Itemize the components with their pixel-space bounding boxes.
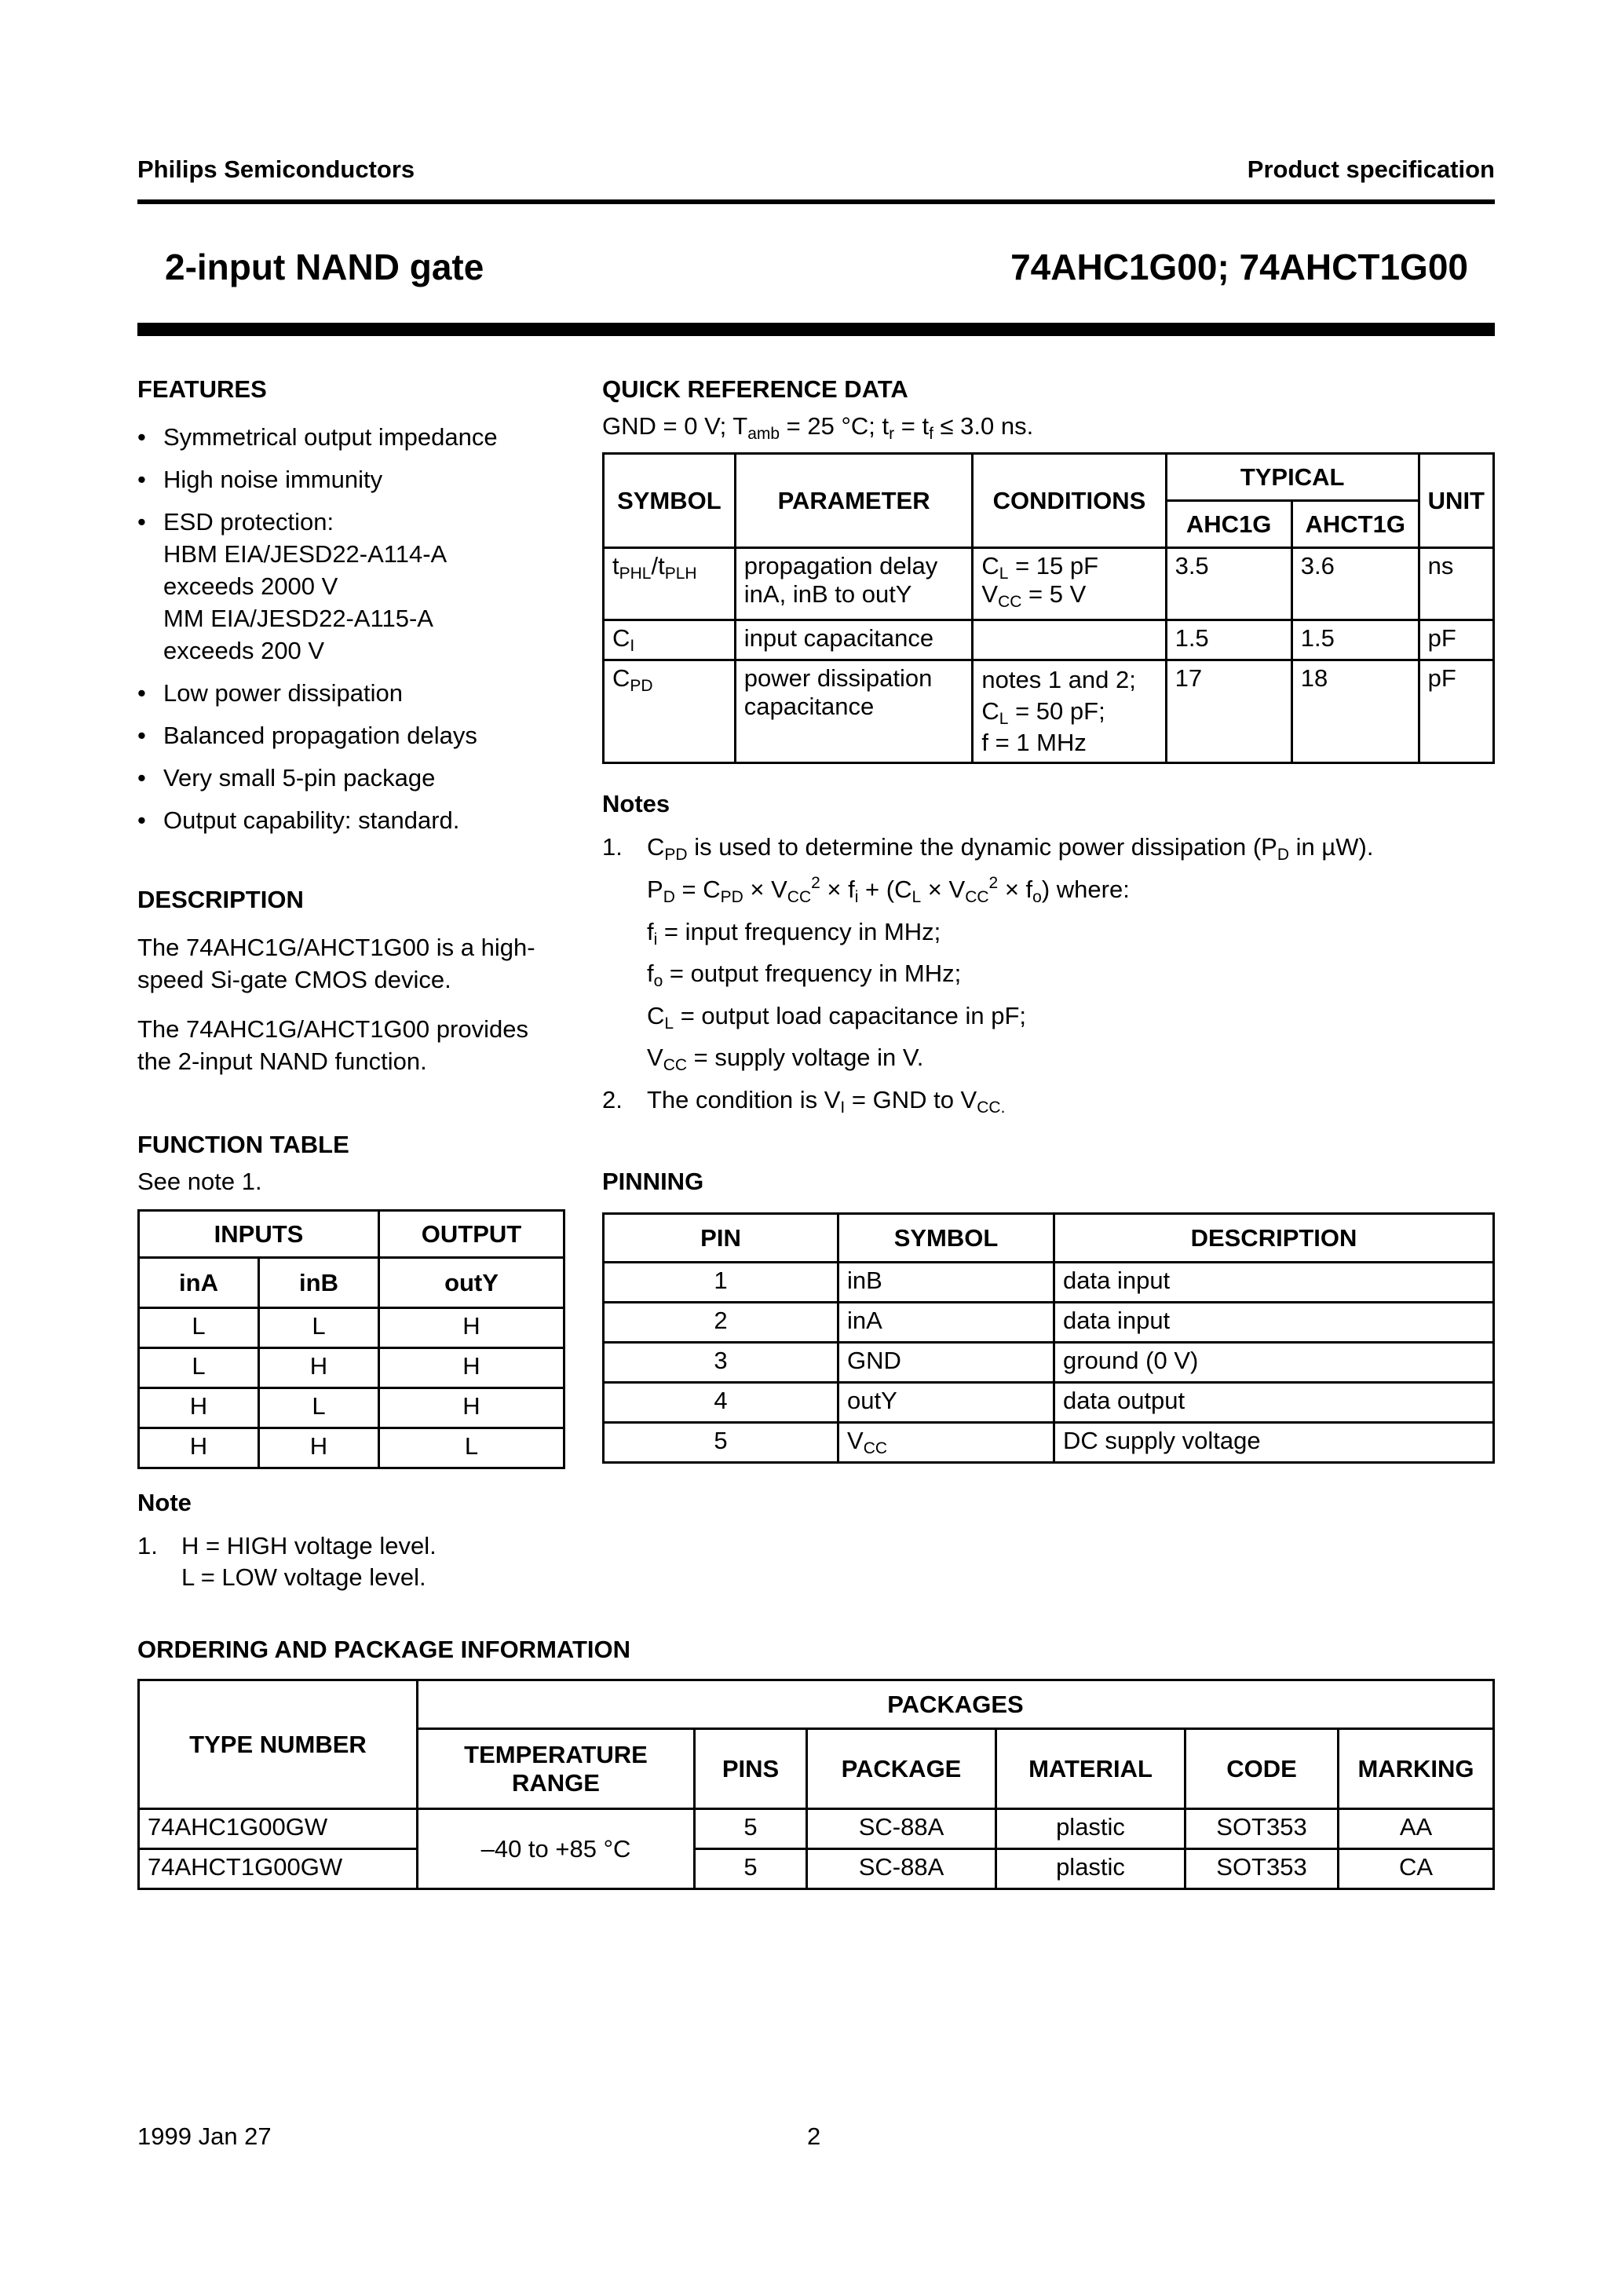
features-list [137,421,577,846]
page-title: 2-input NAND gate [165,247,484,287]
list-item: • Symmetrical output impedance [137,421,577,453]
table-row: H H L [139,1428,564,1468]
qr-note-vcc: $V_{CC}$ = supply voltage in V. [647,1044,924,1074]
qr-note-fo: $f_o$ = output frequency in MHz; [647,960,962,990]
table-row: 4 outY data output [604,1383,1494,1423]
company-name: Philips Semiconductors [137,155,415,183]
table-row: 74AHCT1G00GW 5 SC-88A plastic SOT353 CA [139,1849,1494,1889]
footer-date: 1999 Jan 27 [137,2122,272,2150]
quick-ref-table [602,452,1495,764]
table-row: $C_I$ input capacitance 1.5 1.5 pF [604,620,1494,660]
qr-note-1-number: 1. [602,833,623,861]
function-table-heading: FUNCTION TABLE [137,1131,349,1158]
header-rule [137,199,1495,204]
col-pins-header: PINS [695,1729,807,1809]
function-note-line-2: L = LOW voltage level. [181,1563,426,1591]
list-item: • ESD protection: HBM EIA/JESD22-A114-A exceeds 2000 V MM EIA/JESD22-A115-A exceeds 200 V [137,506,577,667]
features-heading: FEATURES [137,375,267,403]
col-conditions-header: CONDITIONS [973,454,1166,548]
function-table [137,1209,565,1469]
title-rule [137,323,1495,336]
quick-ref-conditions: GND = 0 V; $T_{amb} = 25$ °C; $t_r = t_f \le 3.0$ ns. [602,412,1034,443]
col-packages-header: PACKAGES [418,1680,1494,1729]
qr-note-2: The condition is $V_I$ = GND to $V_{CC.}$ [647,1086,1006,1117]
function-note-line-1: H = HIGH voltage level. [181,1532,437,1559]
qr-note-1: $C_{PD}$ is used to determine the dynamic power dissipation ($P_D$ in µW). [647,833,1374,864]
col-unit-header: UNIT [1419,454,1493,548]
table-row: $t_{PHL}/t_{PLH}$ propagation delay inA, inB to outY $C_L = 15$ pF $V_{CC} = 5$ V 3.5 3.6 ns [604,548,1494,620]
ordering-table [137,1679,1495,1890]
col-package-header: PACKAGE [807,1729,996,1809]
description-para-1: The 74AHC1G/AHCT1G00 is a high-speed Si-gate CMOS device. [137,934,535,993]
list-item: • Balanced propagation delays [137,719,577,751]
description-para-2: The 74AHC1G/AHCT1G00 provides the 2-input NAND function. [137,1015,528,1075]
col-symbol-header: SYMBOL [838,1214,1054,1263]
qr-note-cl: $C_L$ = output load capacitance in pF; [647,1002,1027,1033]
part-numbers: 74AHC1G00; 74AHCT1G00 [1010,247,1468,287]
page-number: 2 [807,2122,821,2150]
col-ahc1g-header: AHC1G [1166,501,1291,548]
inputs-header: INPUTS [139,1211,379,1258]
pinning-table [602,1212,1495,1464]
col-code-header: CODE [1185,1729,1339,1809]
function-note-heading: Note [137,1489,192,1516]
list-item: • Output capability: standard. [137,804,577,836]
table-row: $C_{PD}$ power dissipation capacitance notes 1 and 2; $C_L = 50$ pF; f = 1 MHz 17 18 pF [604,660,1494,763]
temp-range-cell: –40 to +85 °C [418,1809,695,1889]
col-inb-header: inB [259,1258,379,1308]
table-row: L L H [139,1308,564,1348]
list-item: • Very small 5-pin package [137,762,577,794]
table-row: 2 inA data input [604,1303,1494,1343]
col-parameter-header: PARAMETER [735,454,973,548]
table-row: 74AHC1G00GW –40 to +85 °C 5 SC-88A plastic SOT353 AA [139,1809,1494,1849]
table-row: 5 $V_{CC}$ DC supply voltage [604,1423,1494,1463]
pinning-heading: PINNING [602,1168,704,1195]
qr-note-2-number: 2. [602,1086,623,1113]
table-row: 1 inB data input [604,1263,1494,1303]
col-outy-header: outY [379,1258,564,1308]
description-heading: DESCRIPTION [137,886,304,913]
output-header: OUTPUT [379,1211,564,1258]
col-typical-header: TYPICAL [1166,454,1419,501]
col-description-header: DESCRIPTION [1054,1214,1494,1263]
qr-notes-heading: Notes [602,790,670,817]
ordering-heading: ORDERING AND PACKAGE INFORMATION [137,1636,631,1663]
list-item: • High noise immunity [137,463,577,495]
function-note-number: 1. [137,1532,158,1559]
table-row: H L H [139,1388,564,1428]
col-temp-header: TEMPERATURE RANGE [418,1729,695,1809]
col-type-header: TYPE NUMBER [139,1680,418,1809]
function-table-see-note: See note 1. [137,1168,262,1195]
col-ina-header: inA [139,1258,259,1308]
col-marking-header: MARKING [1339,1729,1494,1809]
quick-ref-heading: QUICK REFERENCE DATA [602,375,908,403]
col-material-header: MATERIAL [996,1729,1185,1809]
col-pin-header: PIN [604,1214,838,1263]
list-item: • Low power dissipation [137,677,577,709]
document-type: Product specification [1247,155,1495,183]
qr-note-formula: $P_D = C_{PD} \times V_{CC}^2 \times f_i + (C_L \times V_{CC}^2 \times f_o)$ where: [647,874,1130,906]
table-row: 3 GND ground (0 V) [604,1343,1494,1383]
col-ahct1g-header: AHCT1G [1291,501,1419,548]
col-symbol-header: SYMBOL [604,454,736,548]
qr-note-fi: $f_i$ = input frequency in MHz; [647,918,941,949]
table-row: L H H [139,1348,564,1388]
